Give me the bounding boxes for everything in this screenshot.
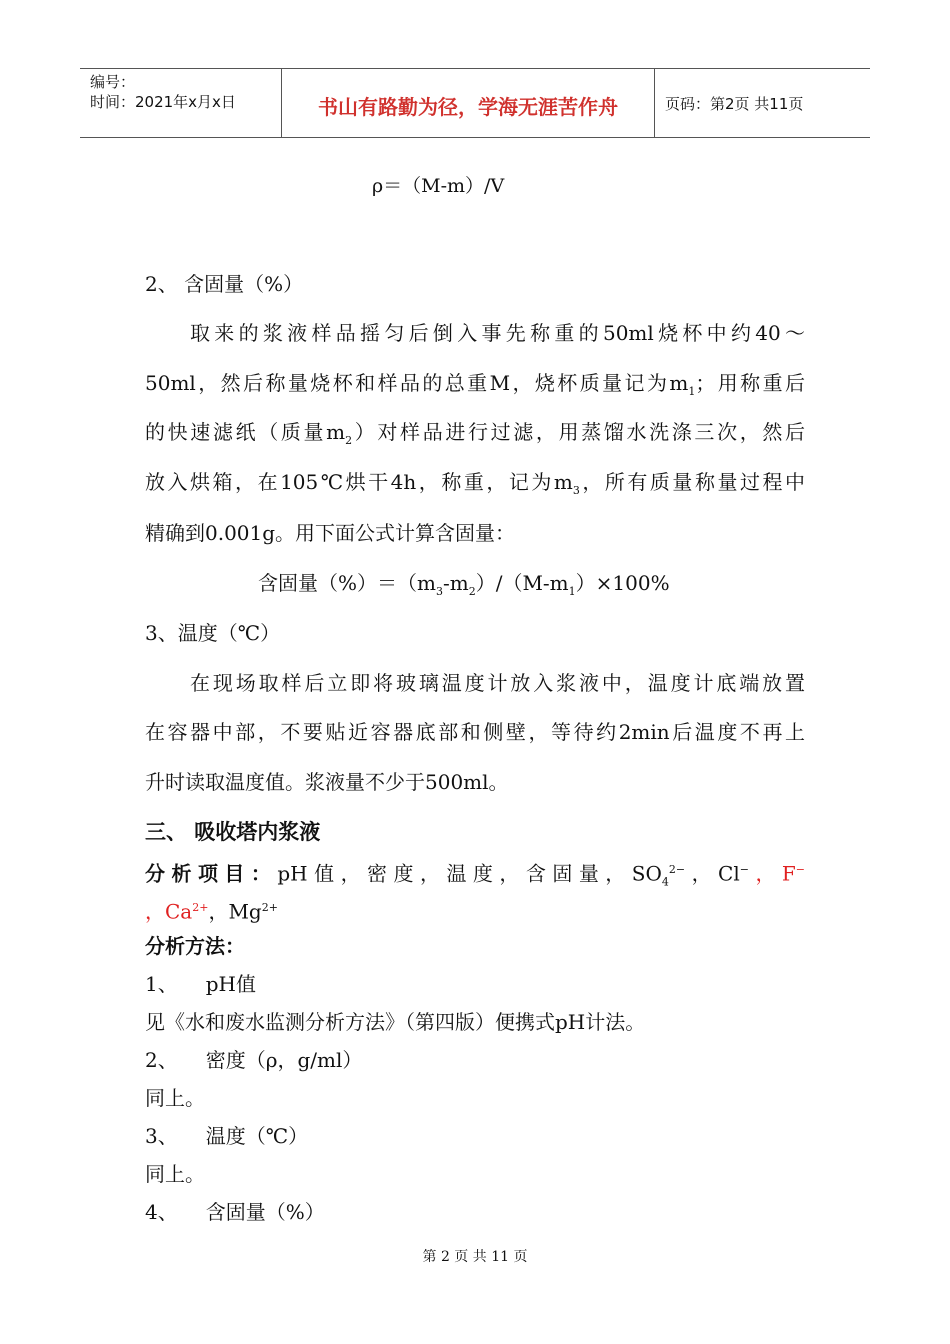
method-3-title — [145, 1124, 308, 1148]
subscript: 3 — [572, 484, 580, 497]
text-span: ，Ca — [145, 899, 193, 924]
analysis-items-line1 — [145, 858, 805, 895]
subscript: 1 — [568, 585, 576, 598]
analysis-items-line2 — [145, 896, 278, 924]
text-span: ，Cl — [685, 861, 740, 886]
text-span: ）对样品进行过滤，用蒸馏水洗涤三次，然后 — [352, 420, 806, 444]
doc-date-label: 时间：2021年x月x日 — [90, 93, 236, 111]
section-title-temperature: 3、温度（℃） — [145, 621, 281, 645]
superscript: − — [739, 863, 749, 876]
subscript: 4 — [661, 875, 669, 889]
analysis-method-label: 分析方法： — [145, 934, 245, 958]
header-page-cell — [655, 69, 870, 137]
section-title-solids: 2、 含固量（%） — [145, 272, 304, 296]
header-motto: 书山有路勤为径，学海无涯苦作舟 — [318, 95, 618, 119]
method-number: 1、 — [145, 972, 178, 996]
subscript: 2 — [468, 585, 476, 598]
page-footer: 第 2 页 共 11 页 — [422, 1249, 528, 1265]
text-span: 的快速滤纸（质量m — [145, 420, 346, 444]
para-solids-line2 — [145, 371, 805, 404]
para-solids-line5: 精确到0.001g。用下面公式计算含固量： — [145, 521, 516, 545]
para-solids-line4 — [145, 470, 805, 503]
text-span: ，Mg — [208, 899, 262, 924]
para-temp-line2: 在容器中部，不要贴近容器底部和侧壁，等待约2min后温度不再上 — [145, 720, 805, 744]
text-span: ）/（M-m — [475, 571, 569, 595]
superscript: 2+ — [261, 901, 278, 914]
superscript: 2− — [668, 863, 686, 876]
solids-formula — [258, 571, 670, 604]
text-span: ，F — [748, 861, 796, 886]
text-span: ；用称重后 — [695, 371, 805, 395]
text-span: -m — [442, 571, 469, 595]
method-2-title — [145, 1048, 362, 1072]
para-temp-line3: 升时读取温度值。浆液量不少于500ml。 — [145, 770, 509, 794]
method-title: 含固量（%） — [205, 1200, 325, 1224]
method-title: 温度（℃） — [205, 1124, 309, 1148]
subscript: 2 — [345, 434, 353, 447]
superscript: − — [795, 863, 806, 876]
method-2-desc: 同上。 — [145, 1086, 205, 1110]
method-1-desc: 见《水和废水监测分析方法》（第四版）便携式pH计法。 — [145, 1010, 646, 1034]
superscript: 2+ — [192, 901, 209, 914]
text-span: 放入烘箱，在105℃烘干4h，称重，记为m — [145, 470, 573, 494]
subscript: 1 — [688, 385, 696, 398]
para-temp-line1: 在现场取样后立即将玻璃温度计放入浆液中，温度计底端放置 — [190, 671, 805, 695]
analysis-label: 分析项目： — [145, 861, 278, 886]
para-solids-line1: 取来的浆液样品摇匀后倒入事先称重的50ml烧杯中约40～ — [190, 321, 805, 345]
text-span: ）×100% — [575, 571, 670, 595]
text-span: ，所有质量称量过程中 — [579, 470, 805, 494]
header-info-cell — [80, 69, 282, 137]
method-title: 密度（ρ，g/ml） — [205, 1048, 363, 1072]
section-heading-absorber: 三、 吸收塔内浆液 — [145, 820, 321, 844]
header-page-label: 页码：第2页 共11页 — [665, 95, 804, 113]
method-number: 4、 — [145, 1200, 178, 1224]
text-span: 含固量（%）＝（m — [258, 571, 436, 595]
method-title: pH值 — [205, 972, 256, 996]
method-number: 3、 — [145, 1124, 178, 1148]
method-4-title — [145, 1200, 325, 1224]
density-formula: ρ＝（M-m）/V — [372, 175, 505, 197]
text-span: 50ml，然后称量烧杯和样品的总重M，烧杯质量记为m — [145, 371, 689, 395]
text-span: pH值，密度，温度，含固量，SO — [277, 861, 662, 886]
doc-number-label: 编号： — [90, 73, 136, 91]
para-solids-line3 — [145, 420, 805, 453]
subscript: 3 — [435, 585, 443, 598]
header-motto-cell — [282, 69, 655, 137]
method-number: 2、 — [145, 1048, 178, 1072]
method-3-desc: 同上。 — [145, 1162, 205, 1186]
method-1-title — [145, 972, 256, 996]
page-header — [80, 68, 870, 138]
